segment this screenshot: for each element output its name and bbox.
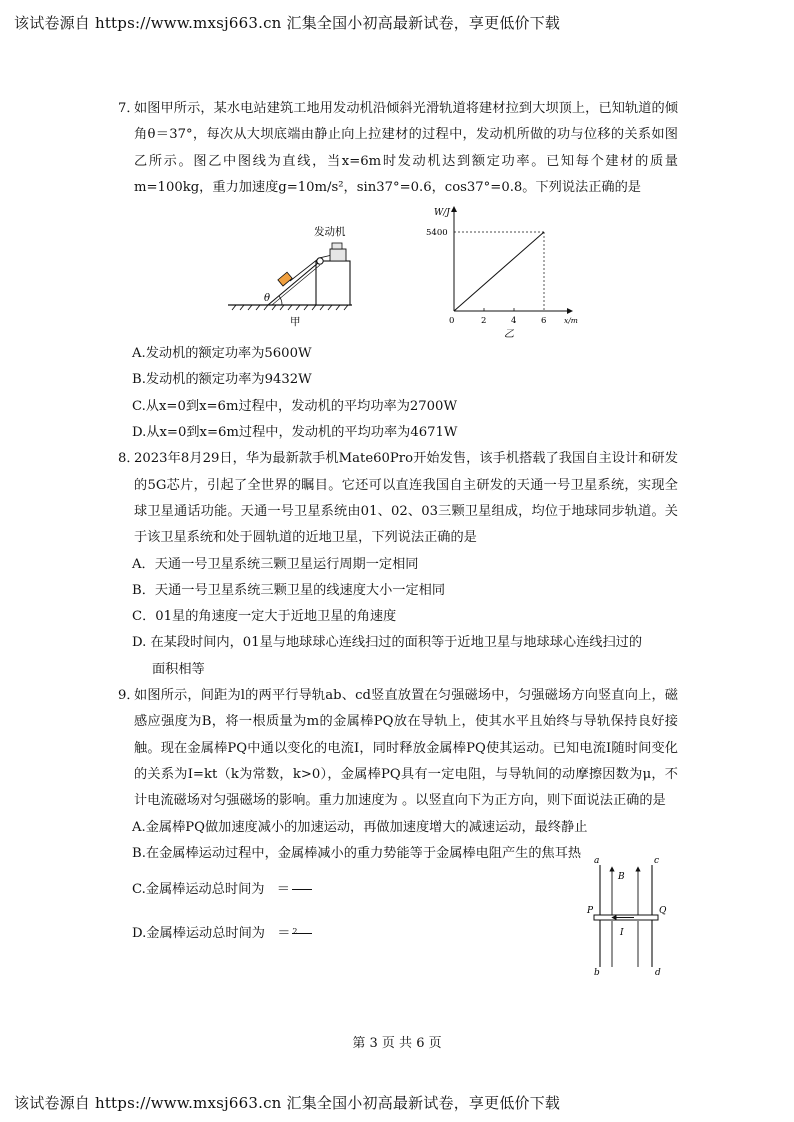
x-axis-label: x/m [564, 316, 578, 326]
incline-track [268, 263, 318, 305]
q7-option-d: D.从x=0到x=6m过程中，发动机的平均功率为4671W [132, 425, 458, 441]
x-tick-2: 2 [481, 316, 487, 327]
q9-option-d-exponent: 2 [292, 927, 298, 937]
q9-option-d-text: D.金属棒运动总时间为 [132, 926, 265, 942]
engine-box [330, 249, 346, 261]
q9-option-c-fraction-bar [292, 889, 312, 890]
q8-option-d: D. 在某段时间内，01星与地球球心连线扫过的面积等于近地卫星与地球球心连线扫过的 [132, 635, 643, 651]
figure-jia-incline [228, 209, 368, 339]
top-banner: 该试卷源自 https://www.mxsj663.cn 汇集全国小初高最新试卷，享更低价下载 [14, 14, 561, 32]
q7-option-b: B.发动机的额定功率为9432W [132, 372, 312, 388]
q8-option-c: C．01星的角速度一定大于近地卫星的角速度 [132, 609, 397, 625]
question-7 [118, 96, 678, 201]
q7-option-c: C.从x=0到x=6m过程中，发动机的平均功率为2700W [132, 398, 457, 414]
q8-option-b: B．天通一号卫星系统三颗卫星的线速度大小一定相同 [132, 582, 446, 598]
q9-option-c [118, 877, 312, 903]
work-displacement-line [454, 232, 544, 311]
exam-content [118, 96, 678, 977]
figure-yi-graph [418, 201, 593, 341]
page-footer: 第 3 页 共 6 页 [352, 1036, 442, 1051]
question-9-stem: 如图所示，间距为l的两平行导轨ab、cd竖直放置在匀强磁场中，匀强磁场方向竖直向上，磁感应强度为B，将一根质量为m的金属棒PQ放在导轨上，使其水平且始终与导轨保持良好接触。现在金属棒PQ中通以变化的电流I，同时释放金属棒PQ使其运动。已知电流I随时间变化的关系为I=kt（k为常数，k>0），金属棒PQ具有一定电阻，与导轨间的动摩擦因数为μ，不计电流磁场对匀强磁场的影响。重力加速度为 。以竖直向下为正方向，则下面说法正确的是 [134, 688, 678, 809]
label-i-current: I [620, 928, 624, 939]
question-7-stem: 如图甲所示，某水电站建筑工地用发动机沿倾斜光滑轨道将建材拉到大坝顶上，已知轨道的倾角θ＝37°，每次从大坝底端由静止向上拉建材的过程中，发动机所做的功与位移的关系如图乙所示。图乙中图线为直线，当x=6m时发动机达到额定功率。已知每个建材的质量m=100kg，重力加速度g=10m/s²，sin37°=0.6，cos37°=0.8。下列说法正确的是 [134, 101, 678, 195]
question-9-number: 9． [118, 688, 140, 704]
dam-block [316, 261, 350, 305]
building-material-block [278, 272, 292, 286]
q8-option-d-continued: 面积相等 [152, 661, 205, 677]
q9-option-c-text: C.金属棒运动总时间为 [132, 882, 265, 898]
label-b: b [594, 968, 600, 978]
bottom-banner: 该试卷源自 https://www.mxsj663.cn 汇集全国小初高最新试卷，享更低价下载 [14, 1094, 561, 1112]
question-7-number: 7． [118, 101, 140, 116]
q9-option-d [118, 921, 312, 947]
x-tick-4: 4 [511, 316, 517, 327]
question-8 [118, 446, 678, 551]
engine-label: 发动机 [314, 226, 346, 239]
ground-hatching [232, 305, 348, 310]
figure-yi-caption: 乙 [504, 329, 514, 341]
label-a: a [594, 856, 600, 867]
angle-label: θ [264, 293, 271, 305]
question-8-stem: 2023年8月29日，华为最新款手机Mate60Pro开始发售，该手机搭载了我国自主设计和研发的5G芯片，引起了全世界的瞩目。它还可以直连我国自主研发的天通一号卫星系统，实现全球卫星通话功能。天通一号卫星系统由01、02、03三颗卫星组成，均位于地球同步轨道。关于该卫星系统和处于圆轨道的近地卫星，下列说法正确的是 [134, 451, 678, 546]
x-tick-6: 6 [541, 316, 547, 327]
label-d: d [655, 968, 661, 978]
label-c: c [654, 856, 660, 867]
q9-option-b: B.在金属棒运动过程中，金属棒减小的重力势能等于金属棒电阻产生的焦耳热 [132, 845, 582, 861]
q9-option-d-eq: ＝ [277, 926, 291, 942]
label-b-field: B [618, 872, 625, 883]
q9-option-a: A.金属棒PQ做加速度减小的加速运动，再做加速度增大的减速运动，最终静止 [132, 819, 588, 835]
question-8-number: 8． [118, 451, 140, 467]
x-tick-0: 0 [449, 316, 455, 327]
figure-jia-caption: 甲 [290, 316, 301, 329]
q7-option-a: A.发动机的额定功率为5600W [132, 346, 312, 362]
figure-q9-rails [578, 855, 678, 977]
q9-option-d-fraction-bar [292, 927, 312, 937]
y-axis-label: W/J [434, 208, 450, 219]
q8-option-a: A．天通一号卫星系统三颗卫星运行周期一定相同 [132, 556, 419, 572]
label-q: Q [659, 906, 667, 917]
label-p: P [587, 906, 594, 917]
q9-options-cd-with-figure [118, 856, 678, 978]
q9-option-c-eq: ＝ [276, 882, 290, 898]
y-tick-5400: 5400 [426, 228, 448, 239]
question-9 [118, 683, 678, 814]
question-7-figures [118, 201, 678, 341]
